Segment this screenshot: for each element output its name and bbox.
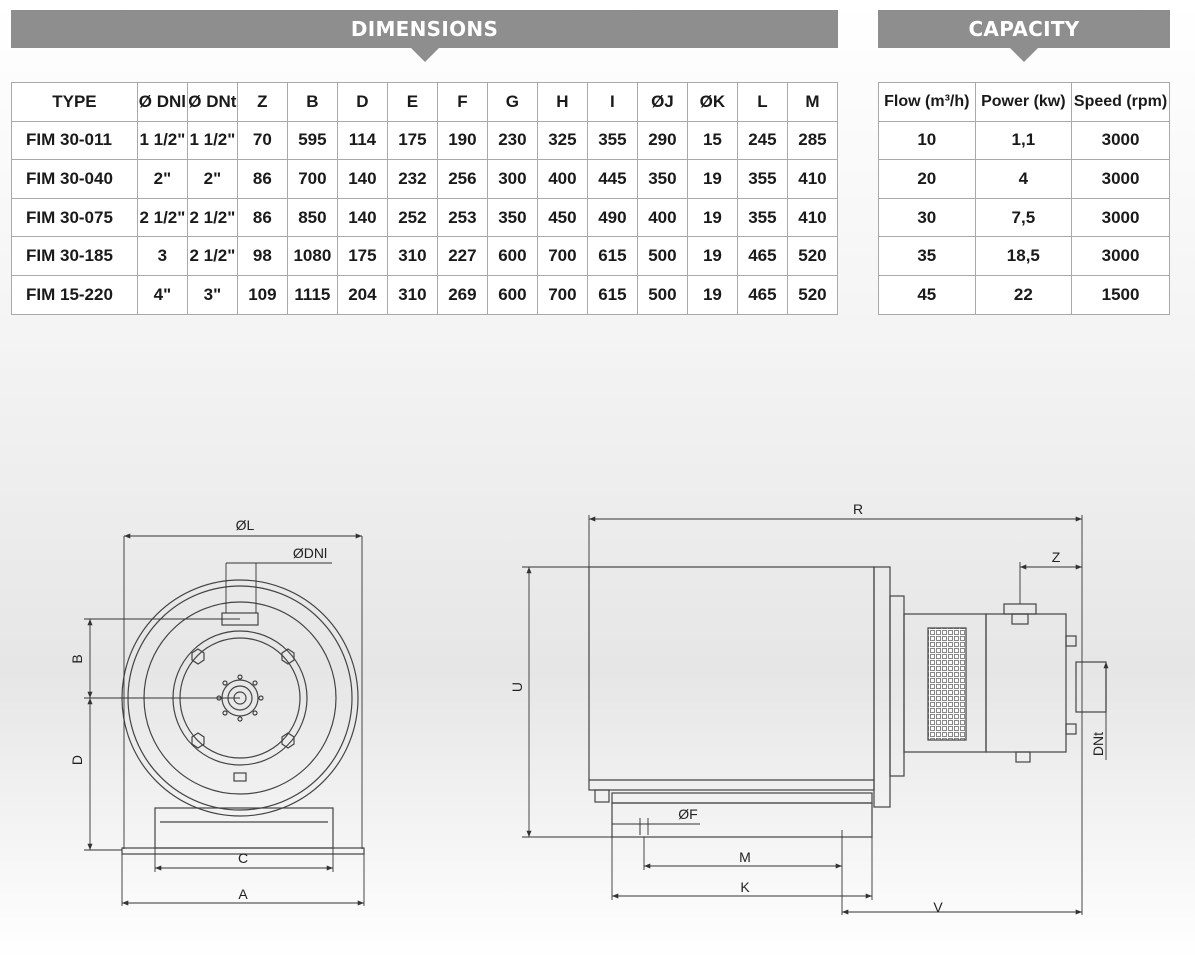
table-cell: 2 1/2" [137,198,187,237]
label-dia-dnl: ØDNl [292,545,328,561]
table-cell: 245 [737,121,787,160]
label-dia-f: ØF [678,806,698,822]
dimensions-header-cell: M [787,83,837,122]
capacity-header-cell: Flow (m³/h) [879,83,976,122]
table-cell: 1 1/2" [187,121,237,160]
table-row [12,198,838,237]
table-cell: 3000 [1072,121,1170,160]
label-d: D [69,754,85,766]
dimensions-header-cell: D [337,83,387,122]
side-view-dimensions [522,515,1106,915]
dimensions-header-cell: ØK [687,83,737,122]
table-cell: 175 [387,121,437,160]
table-cell: 98 [237,237,287,276]
dimensions-header-cell: F [437,83,487,122]
table-cell: 30 [879,198,976,237]
type-cell: FIM 30-075 [12,198,138,237]
capacity-header-row [879,83,1170,122]
table-cell: 230 [487,121,537,160]
table-cell: 70 [237,121,287,160]
table-cell: 22 [975,275,1072,314]
table-cell: 1080 [287,237,337,276]
table-cell: 310 [387,275,437,314]
label-v: V [933,899,943,915]
table-cell: 253 [437,198,487,237]
table-cell: 227 [437,237,487,276]
table-cell: 10 [879,121,976,160]
table-cell: 520 [787,275,837,314]
table-cell: 355 [737,198,787,237]
table-cell: 410 [787,160,837,199]
table-cell: 290 [637,121,687,160]
table-cell: 15 [687,121,737,160]
dimensions-header-cell: I [587,83,637,122]
dimensions-header-cell: Ø DNt [187,83,237,122]
capacity-title: CAPACITY [968,17,1080,41]
table-cell: 3 [137,237,187,276]
table-row [12,275,838,314]
table-cell: 600 [487,275,537,314]
table-cell: 190 [437,121,487,160]
table-cell: 465 [737,237,787,276]
dimensions-header-cell: TYPE [12,83,138,122]
table-cell: 18,5 [975,237,1072,276]
table-cell: 2 1/2" [187,198,237,237]
dimensions-header-row [12,83,838,122]
side-view [589,567,1106,837]
table-cell: 615 [587,237,637,276]
table-cell: 450 [537,198,587,237]
table-cell: 3000 [1072,198,1170,237]
label-c: C [237,850,249,866]
capacity-table [878,82,1170,315]
table-row [879,198,1170,237]
front-view [122,580,364,854]
table-cell: 325 [537,121,587,160]
table-cell: 3" [187,275,237,314]
table-cell: 300 [487,160,537,199]
table-row [879,160,1170,199]
table-cell: 19 [687,198,737,237]
table-cell: 232 [387,160,437,199]
type-cell: FIM 15-220 [12,275,138,314]
capacity-header-cell: Speed (rpm) [1072,83,1170,122]
table-cell: 269 [437,275,487,314]
table-cell: 700 [537,237,587,276]
table-cell: 600 [487,237,537,276]
dimensions-header-cell: E [387,83,437,122]
label-dnt: DNt [1090,731,1106,757]
table-cell: 400 [537,160,587,199]
type-cell: FIM 30-011 [12,121,138,160]
table-cell: 445 [587,160,637,199]
table-cell: 256 [437,160,487,199]
table-cell: 700 [537,275,587,314]
table-cell: 400 [637,198,687,237]
table-cell: 1,1 [975,121,1072,160]
table-cell: 4" [137,275,187,314]
table-row [879,237,1170,276]
table-cell: 2 1/2" [187,237,237,276]
dimensions-header-cell: G [487,83,537,122]
technical-drawing [0,490,1195,959]
dimensions-header-cell: Z [237,83,287,122]
table-cell: 2" [187,160,237,199]
label-u: U [509,681,525,693]
table-cell: 3000 [1072,237,1170,276]
table-cell: 1500 [1072,275,1170,314]
label-m: M [739,849,751,865]
table-cell: 175 [337,237,387,276]
dimensions-header-cell: Ø DNl [137,83,187,122]
dimensions-header-cell: L [737,83,787,122]
table-row [12,121,838,160]
front-view-dimensions [84,536,364,906]
table-cell: 19 [687,237,737,276]
table-cell: 355 [737,160,787,199]
table-cell: 140 [337,160,387,199]
capacity-banner [878,10,1170,48]
dimensions-header-cell: B [287,83,337,122]
table-cell: 86 [237,198,287,237]
table-cell: 114 [337,121,387,160]
table-cell: 140 [337,198,387,237]
table-cell: 410 [787,198,837,237]
table-cell: 500 [637,275,687,314]
table-cell: 35 [879,237,976,276]
table-cell: 350 [637,160,687,199]
dimensions-table [11,82,838,315]
dimensions-header-cell: ØJ [637,83,687,122]
table-row [12,237,838,276]
dimensions-header-cell: H [537,83,587,122]
table-cell: 490 [587,198,637,237]
table-cell: 109 [237,275,287,314]
table-cell: 45 [879,275,976,314]
table-cell: 2" [137,160,187,199]
dimensions-title: DIMENSIONS [350,17,499,41]
table-row [879,275,1170,314]
type-cell: FIM 30-040 [12,160,138,199]
table-cell: 19 [687,160,737,199]
label-r: R [852,501,864,517]
table-cell: 7,5 [975,198,1072,237]
table-cell: 850 [287,198,337,237]
table-cell: 204 [337,275,387,314]
table-cell: 19 [687,275,737,314]
label-z: Z [1051,549,1061,565]
table-cell: 310 [387,237,437,276]
type-cell: FIM 30-185 [12,237,138,276]
table-cell: 86 [237,160,287,199]
table-cell: 355 [587,121,637,160]
table-cell: 3000 [1072,160,1170,199]
table-row [879,121,1170,160]
table-cell: 285 [787,121,837,160]
capacity-header-cell: Power (kw) [975,83,1072,122]
label-a: A [238,886,248,902]
table-cell: 615 [587,275,637,314]
table-cell: 500 [637,237,687,276]
table-cell: 1 1/2" [137,121,187,160]
table-cell: 252 [387,198,437,237]
table-row [12,160,838,199]
table-cell: 595 [287,121,337,160]
table-cell: 350 [487,198,537,237]
label-k: K [740,879,750,895]
table-cell: 20 [879,160,976,199]
label-dia-l: ØL [235,517,255,533]
table-cell: 1115 [287,275,337,314]
label-b: B [69,654,85,664]
table-cell: 520 [787,237,837,276]
dimensions-banner [11,10,838,48]
table-cell: 700 [287,160,337,199]
table-cell: 4 [975,160,1072,199]
table-cell: 465 [737,275,787,314]
